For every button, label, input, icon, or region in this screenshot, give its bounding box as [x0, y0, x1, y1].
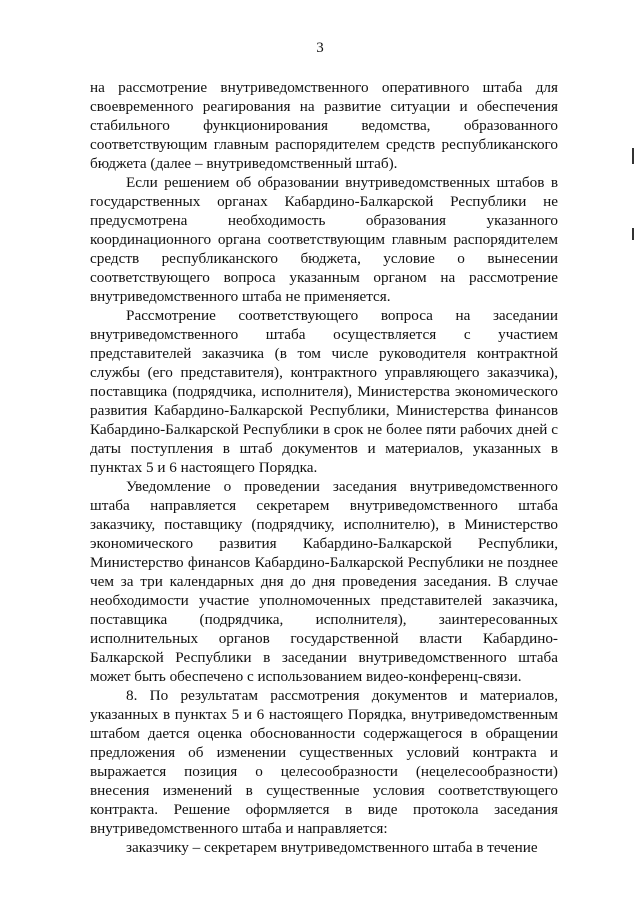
paragraph-4: Уведомление о проведении заседания внутриведомственного штаба направляется секретарем внутриведомственного штаба заказчику, поставщику (подрядчику, исполнителю), в Министерство экономического развития Кабардино-Балкарской Республики, Министерство финансов Кабардино-Балкарской Республики не позднее чем за три календарных дня до дня проведения заседания. В случае необходимости участие уполномоченных представителей заказчика, поставщика (подрядчика, исполнителя), заинтересованных исполнительных органов государственной власти Кабардино-Балкарской Республики в заседании внутриведомственного штаба может быть обеспечено с использованием видео-конференц-связи.: [90, 478, 558, 685]
paragraph-3: Рассмотрение соответствующего вопроса на заседании внутриведомственного штаба осуществляется с участием представителей заказчика (в том числе руководителя контрактной службы (его представителя), контрактного управляющего заказчика), поставщика (подрядчика, исполнителя), Министерства экономического развития Кабардино-Балкарской Республики, Министерства финансов Кабардино-Балкарской Республики в срок не более пяти рабочих дней с даты поступления в штаб документов и материалов, указанных в пунктах 5 и 6 настоящего Порядка.: [90, 307, 558, 476]
scan-edge-mark-lower: [632, 228, 634, 240]
scan-edge-mark-upper: [632, 148, 634, 164]
paragraph-5-item-8: 8. По результатам рассмотрения документов и материалов, указанных в пунктах 5 и 6 настоящего Порядка, внутриведомственным штабом дается оценка обоснованности содержащегося в обращении предложения об изменении существенных условий контракта и выражается позиция о целесообразности (нецелесообразности) внесения изменений в существенные условия соответствующего контракта. Решение оформляется в виде протокола заседания внутриведомственного штаба и направляется:: [90, 687, 558, 837]
paragraph-2: Если решением об образовании внутриведомственных штабов в государственных органах Кабардино-Балкарской Республики не предусмотрена необходимость образования указанного координационного органа соответствующим главным распорядителем средств республиканского бюджета, условие о вынесении соответствующего вопроса указанным органом на рассмотрение внутриведомственного штаба не применяется.: [90, 174, 558, 305]
paragraph-6: заказчику – секретарем внутриведомственного штаба в течение: [126, 839, 538, 856]
document-body: [90, 78, 558, 857]
paragraph-1: на рассмотрение внутриведомственного оперативного штаба для своевременного реагирования на развитие ситуации и обеспечения стабильного функционирования ведомства, образованного соответствующим главным распорядителем средств республиканского бюджета (далее – внутриведомственный штаб).: [90, 79, 558, 172]
page-number: 3: [316, 40, 324, 56]
